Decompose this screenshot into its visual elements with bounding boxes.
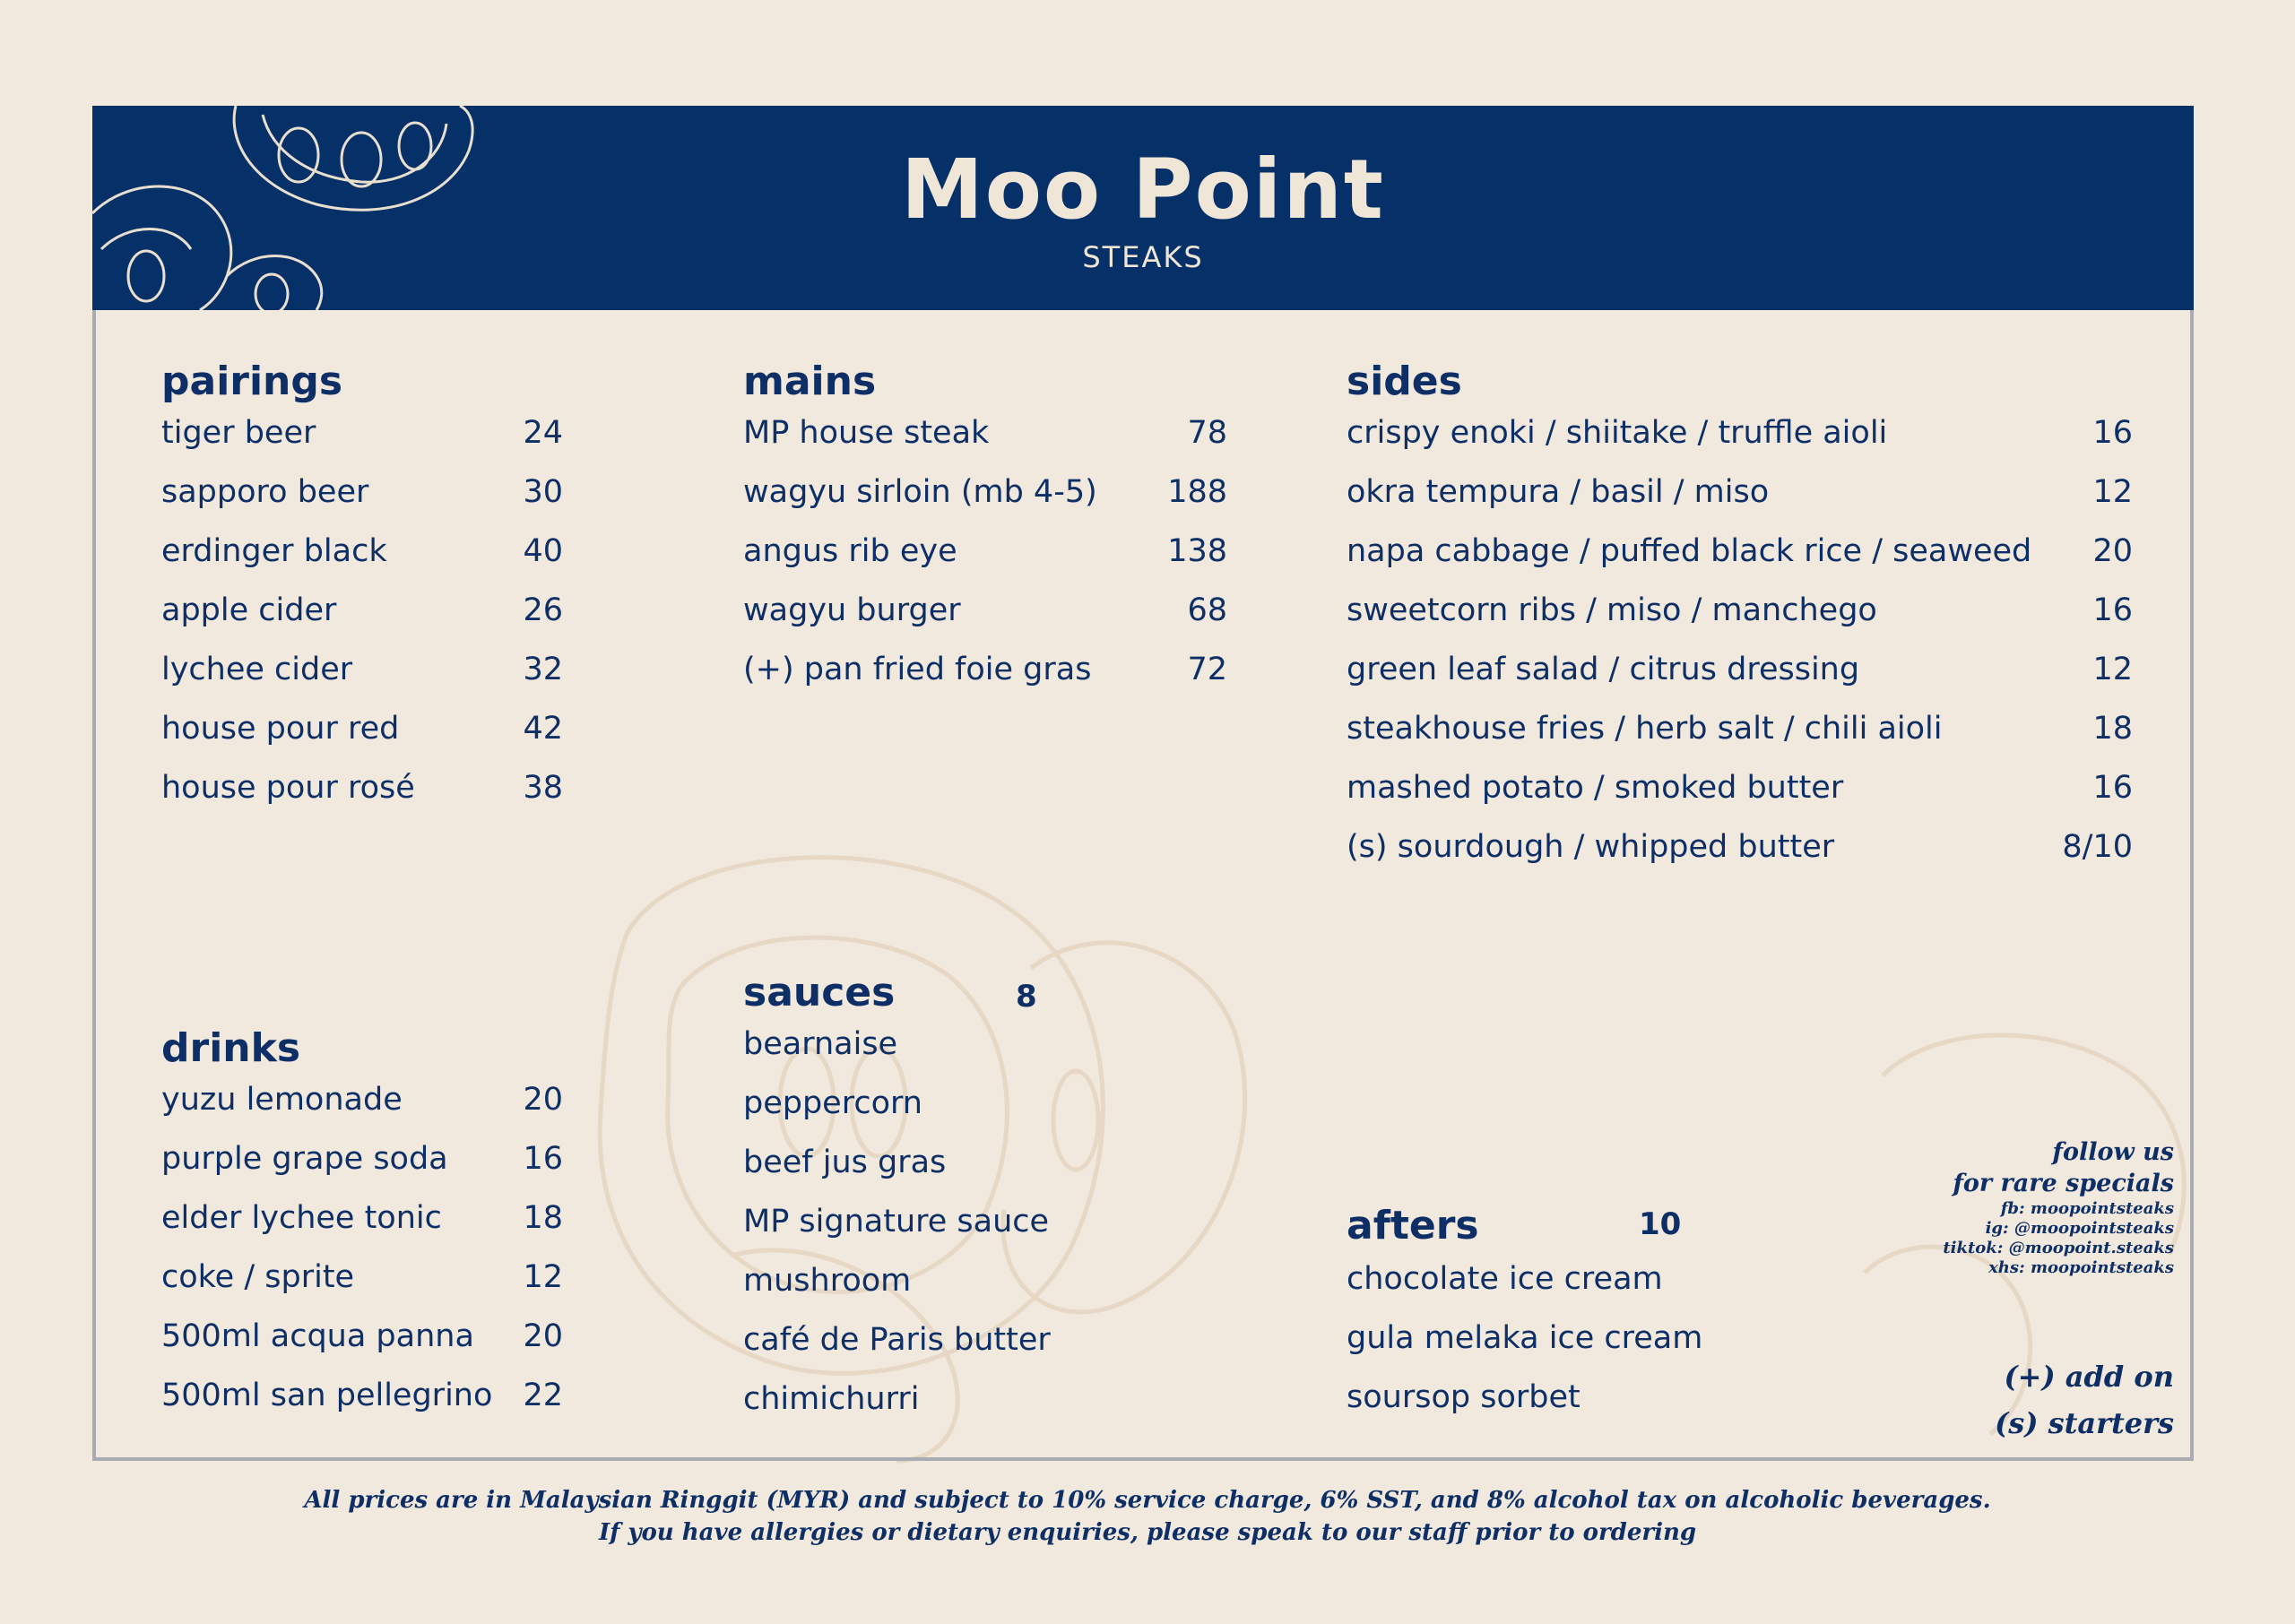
item-price: 72	[1187, 652, 1227, 687]
item-price: 26	[523, 592, 563, 628]
sauces-list	[743, 1026, 1102, 1440]
footer-allergy-note: If you have allergies or dietary enquiries, please speak to our staff prior to ordering	[598, 1519, 1697, 1546]
social-block	[1943, 1136, 2174, 1278]
menu-item	[161, 1259, 563, 1318]
menu-item	[743, 1381, 1102, 1440]
item-name: erdinger black	[161, 533, 387, 569]
item-price: 138	[1167, 533, 1227, 569]
item-name: 500ml acqua panna	[161, 1318, 474, 1354]
item-name: napa cabbage / puffed black rice / seaweed	[1347, 533, 2032, 569]
menu-item	[1347, 770, 2133, 829]
sides-list	[1347, 415, 2133, 888]
menu-item	[1347, 533, 2133, 592]
item-name: wagyu sirloin (mb 4-5)	[743, 474, 1097, 510]
item-name: coke / sprite	[161, 1259, 355, 1295]
item-name: mushroom	[743, 1263, 912, 1299]
menu-item	[743, 415, 1227, 474]
menu-item	[161, 770, 563, 829]
menu-item	[161, 533, 563, 592]
menu-item	[743, 474, 1227, 533]
pairings-list	[161, 415, 563, 829]
menu-item	[1347, 592, 2133, 652]
section-title: afters	[1347, 1203, 1479, 1248]
item-price: 12	[2092, 474, 2133, 510]
item-price: 20	[523, 1082, 563, 1118]
item-price: 16	[523, 1141, 563, 1177]
item-price: 16	[2092, 415, 2133, 451]
item-name: beef jus gras	[743, 1145, 947, 1180]
item-name: peppercorn	[743, 1085, 922, 1121]
item-price: 30	[523, 474, 563, 510]
item-price: 18	[523, 1200, 563, 1236]
item-name: gula melaka ice cream	[1347, 1320, 1703, 1356]
instagram-handle: ig: @moopointsteaks	[1985, 1219, 2174, 1238]
menu-item	[743, 1263, 1102, 1322]
footer-note	[0, 1484, 2295, 1549]
item-price: 38	[523, 770, 563, 806]
sides-section	[1347, 358, 2133, 888]
item-price: 42	[523, 711, 563, 747]
item-name: sapporo beer	[161, 474, 369, 510]
item-name: house pour red	[161, 711, 400, 747]
menu-item	[743, 1204, 1102, 1263]
item-price: 16	[2092, 770, 2133, 806]
item-name: apple cider	[161, 592, 337, 628]
item-price: 22	[523, 1378, 563, 1413]
item-name: purple grape soda	[161, 1141, 448, 1177]
item-name: yuzu lemonade	[161, 1082, 403, 1118]
item-name: (s) sourdough / whipped butter	[1347, 829, 1835, 865]
item-name: chimichurri	[743, 1381, 920, 1417]
mains-section	[743, 358, 1227, 711]
menu-item	[161, 652, 563, 711]
brand-subtitle: STEAKS	[1082, 240, 1204, 274]
facebook-handle: fb: moopointsteaks	[2000, 1199, 2174, 1218]
item-price: 24	[523, 415, 563, 451]
item-name: lychee cider	[161, 652, 353, 687]
item-price: 12	[523, 1259, 563, 1295]
menu-item	[743, 1145, 1102, 1204]
menu-item	[1347, 652, 2133, 711]
follow-heading: follow us	[2052, 1138, 2174, 1166]
menu-item	[1347, 474, 2133, 533]
menu-item	[743, 1322, 1102, 1381]
sauces-section	[743, 970, 1102, 1440]
menu-item	[161, 1318, 563, 1378]
legend	[1995, 1353, 2174, 1447]
item-name: soursop sorbet	[1347, 1379, 1581, 1415]
item-name: wagyu burger	[743, 592, 961, 628]
item-name: crispy enoki / shiitake / truffle aioli	[1347, 415, 1888, 451]
section-title: sides	[1347, 358, 1462, 404]
item-name: house pour rosé	[161, 770, 415, 806]
afters-list	[1347, 1261, 1795, 1438]
menu-item	[161, 1378, 563, 1437]
menu-item	[1347, 415, 2133, 474]
item-name: 500ml san pellegrino	[161, 1378, 493, 1413]
item-name: tiger beer	[161, 415, 316, 451]
item-name: steakhouse fries / herb salt / chili aioli	[1347, 711, 1943, 747]
item-name: MP house steak	[743, 415, 990, 451]
menu-item	[1347, 829, 2133, 888]
afters-section	[1347, 1203, 1795, 1438]
header-banner	[92, 106, 2194, 310]
menu-item	[161, 1141, 563, 1200]
follow-subheading: for rare specials	[1953, 1170, 2174, 1197]
menu-item	[161, 474, 563, 533]
menu-item	[161, 1082, 563, 1141]
section-title: drinks	[161, 1025, 301, 1071]
item-price: 32	[523, 652, 563, 687]
menu-item	[161, 1200, 563, 1259]
brand-name: Moo Point	[901, 142, 1385, 238]
item-name: (+) pan fried foie gras	[743, 652, 1092, 687]
item-name: angus rib eye	[743, 533, 957, 569]
item-name: chocolate ice cream	[1347, 1261, 1663, 1297]
drinks-section	[161, 1025, 563, 1437]
menu-item	[1347, 1320, 1795, 1379]
menu-item	[743, 1085, 1102, 1145]
section-title: mains	[743, 358, 877, 404]
item-price: 20	[2092, 533, 2133, 569]
menu-item	[161, 711, 563, 770]
menu-item	[1347, 1261, 1795, 1320]
item-price: 40	[523, 533, 563, 569]
menu-item	[1347, 711, 2133, 770]
item-price: 78	[1187, 415, 1227, 451]
item-price: 188	[1167, 474, 1227, 510]
section-price: 10	[1639, 1206, 1682, 1242]
menu-item	[1347, 1379, 1795, 1438]
item-price: 18	[2092, 711, 2133, 747]
menu-item	[743, 592, 1227, 652]
tiktok-handle: tiktok: @moopoint.steaks	[1943, 1239, 2174, 1257]
section-title: sauces	[743, 970, 896, 1015]
section-title: pairings	[161, 358, 343, 404]
item-price: 68	[1187, 592, 1227, 628]
item-price: 16	[2092, 592, 2133, 628]
item-name: green leaf salad / citrus dressing	[1347, 652, 1860, 687]
menu-item	[743, 652, 1227, 711]
pairings-section	[161, 358, 563, 829]
legend-addon: (+) add on	[2004, 1360, 2174, 1394]
item-name: sweetcorn ribs / miso / manchego	[1347, 592, 1877, 628]
menu-item	[743, 1026, 1102, 1085]
menu-item	[161, 415, 563, 474]
item-name: mashed potato / smoked butter	[1347, 770, 1844, 806]
mains-list	[743, 415, 1227, 711]
item-name: okra tempura / basil / miso	[1347, 474, 1770, 510]
legend-starters: (s) starters	[1995, 1406, 2174, 1440]
item-name: MP signature sauce	[743, 1204, 1050, 1240]
item-price: 20	[523, 1318, 563, 1354]
item-price: 8/10	[2062, 829, 2133, 865]
item-price: 12	[2092, 652, 2133, 687]
menu-item	[743, 533, 1227, 592]
footer-pricing-note: All prices are in Malaysian Ringgit (MYR) and subject to 10% service charge, 6% SST, and 8% alcohol tax on alcoholic beverages.	[304, 1487, 1991, 1514]
drinks-list	[161, 1082, 563, 1437]
menu-item	[161, 592, 563, 652]
xhs-handle: xhs: moopointsteaks	[1988, 1258, 2174, 1277]
item-name: elder lychee tonic	[161, 1200, 442, 1236]
item-name: bearnaise	[743, 1026, 898, 1062]
item-name: café de Paris butter	[743, 1322, 1051, 1358]
section-price: 8	[1016, 979, 1037, 1015]
